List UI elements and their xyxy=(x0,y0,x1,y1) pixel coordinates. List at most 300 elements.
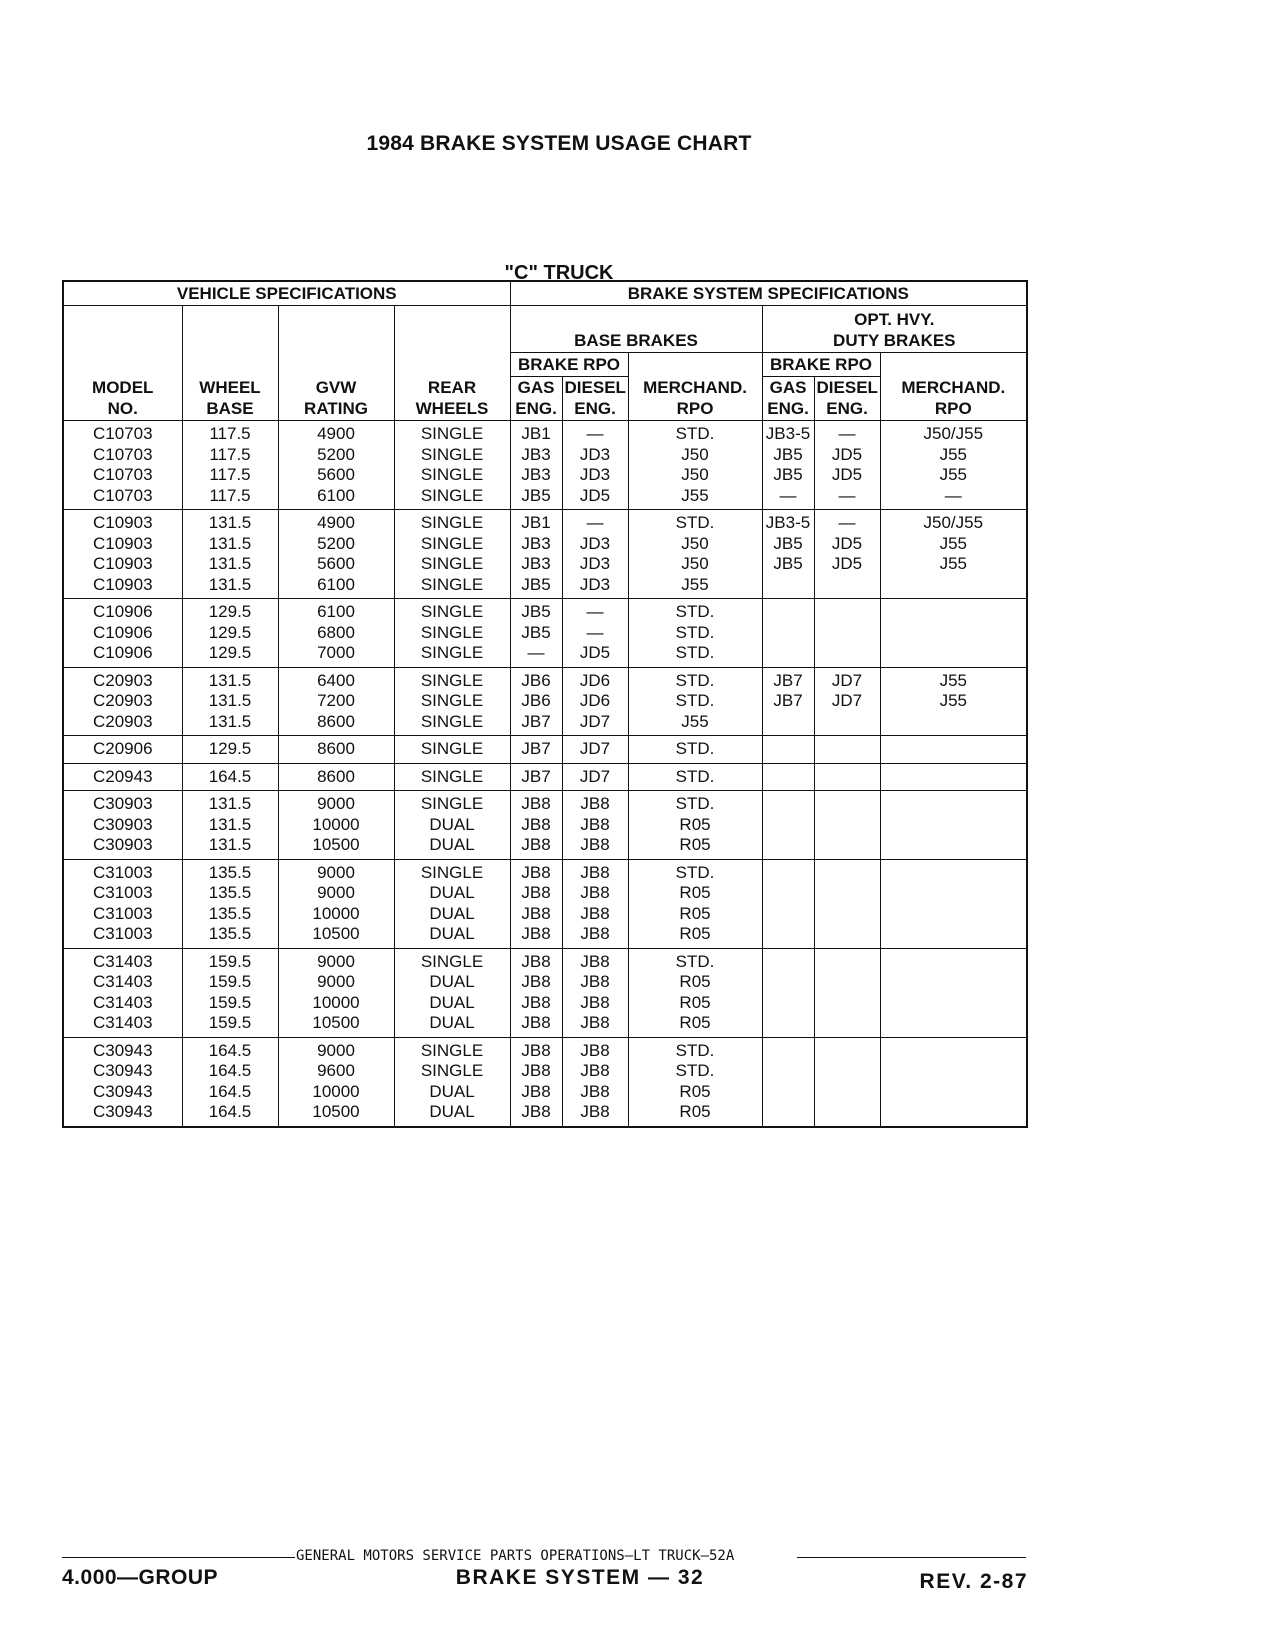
cell-value: SINGLE xyxy=(420,670,484,690)
footer-group: 4.000—GROUP xyxy=(62,1566,219,1589)
cell-value: 9000 xyxy=(317,862,355,882)
cell-value: DUAL xyxy=(429,814,475,834)
rear-wheels-cell xyxy=(394,599,510,668)
gvw-rating-cell xyxy=(278,421,394,510)
cell-value: 6400 xyxy=(317,670,355,690)
cell-value: C30903 xyxy=(92,794,153,813)
cell-value: JB8 xyxy=(521,1013,551,1032)
cell-value: JB8 xyxy=(521,972,551,991)
cell-value: 5600 xyxy=(317,554,355,573)
cell-value: C30903 xyxy=(92,835,153,854)
cell-value: J55 xyxy=(939,444,967,464)
base-diesel-eng-cell xyxy=(562,421,628,510)
header-line: MERCHAND. xyxy=(643,378,747,397)
cell-value: JB7 xyxy=(521,711,551,731)
cell-value: — xyxy=(838,485,856,505)
base-diesel-eng-cell xyxy=(562,791,628,860)
cell-value: 131.5 xyxy=(208,691,252,710)
cell-value: JB3 xyxy=(521,533,551,553)
cell-value: JD6 xyxy=(579,670,611,690)
cell-value: JD7 xyxy=(579,711,611,731)
rear-wheels-cell xyxy=(394,763,510,791)
cell-value: 117.5 xyxy=(209,485,251,505)
cell-value: JB6 xyxy=(521,691,551,710)
header-line: DUTY BRAKES xyxy=(833,330,956,350)
cell-value: SINGLE xyxy=(420,643,484,662)
base-merchand-rpo-header xyxy=(628,353,762,421)
cell-value: C31003 xyxy=(92,924,153,943)
cell-value: — xyxy=(586,602,604,621)
cell-value: C30943 xyxy=(92,1040,153,1060)
cell-value: JD5 xyxy=(831,465,863,484)
gvw-rating-cell xyxy=(278,667,394,736)
cell-value: J50/J55 xyxy=(923,513,984,532)
base-diesel-eng-header xyxy=(562,377,628,421)
brake-system-specifications-header: BRAKE SYSTEM SPECIFICATIONS xyxy=(510,281,1027,306)
cell-value: 4900 xyxy=(317,424,355,443)
cell-value: 164.5 xyxy=(208,1040,252,1060)
cell-value: J50 xyxy=(681,465,709,484)
cell-value: 164.5 xyxy=(208,1081,252,1101)
cell-value: JD5 xyxy=(579,485,611,505)
cell-value: 6100 xyxy=(317,602,355,621)
cell-value: DUAL xyxy=(429,1081,475,1101)
cell-value: JB3 xyxy=(521,465,551,484)
cell-value: J55 xyxy=(681,574,709,594)
cell-value: R05 xyxy=(679,903,711,923)
opt-merchand-rpo-cell xyxy=(880,1037,1027,1127)
cell-value: JB8 xyxy=(580,835,610,854)
cell-value: 131.5 xyxy=(208,670,252,690)
model-no-cell xyxy=(63,510,182,599)
cell-value: JD5 xyxy=(831,554,863,573)
cell-value: C30943 xyxy=(92,1102,153,1121)
cell-value: JB8 xyxy=(580,951,610,971)
wheel-base-cell xyxy=(182,510,278,599)
cell-value: R05 xyxy=(679,883,711,902)
base-gas-eng-cell xyxy=(510,736,562,764)
cell-value: DUAL xyxy=(429,1102,475,1121)
cell-value: JB8 xyxy=(521,992,551,1012)
cell-value: 10000 xyxy=(312,992,360,1012)
base-diesel-eng-cell xyxy=(562,1037,628,1127)
cell-value: SINGLE xyxy=(420,444,484,464)
cell-value: 4900 xyxy=(317,513,355,532)
cell-value: C10906 xyxy=(92,643,153,662)
rear-wheels-cell xyxy=(394,791,510,860)
opt-brake-rpo-header: BRAKE RPO xyxy=(762,353,880,377)
header-line: REAR xyxy=(427,378,477,397)
cell-value: STD. xyxy=(675,622,715,642)
table-row-group xyxy=(63,510,1027,599)
cell-value: JB8 xyxy=(521,862,551,882)
cell-value: 135.5 xyxy=(208,903,252,923)
cell-value: 10000 xyxy=(312,1081,360,1101)
cell-value: JD6 xyxy=(579,691,611,710)
cell-value: STD. xyxy=(675,670,715,690)
cell-value: 8600 xyxy=(317,739,355,758)
base-diesel-eng-cell xyxy=(562,763,628,791)
cell-value: DUAL xyxy=(429,835,475,854)
cell-value: JB7 xyxy=(521,739,551,758)
header-line: ENG. xyxy=(515,398,557,418)
cell-value: 7200 xyxy=(317,691,355,710)
base-brake-rpo-header: BRAKE RPO xyxy=(510,353,628,377)
base-diesel-eng-cell xyxy=(562,948,628,1037)
base-gas-eng-cell xyxy=(510,667,562,736)
cell-value: C20903 xyxy=(92,711,153,731)
cell-value: 5200 xyxy=(317,533,355,553)
cell-value: JB7 xyxy=(773,670,803,690)
model-no-cell xyxy=(63,736,182,764)
opt-diesel-eng-cell xyxy=(814,736,880,764)
header-line: DIESEL xyxy=(564,378,626,397)
opt-gas-eng-cell xyxy=(762,763,814,791)
cell-value: JD7 xyxy=(831,670,863,690)
cell-value: STD. xyxy=(675,951,715,971)
opt-diesel-eng-cell xyxy=(814,791,880,860)
table-row-group xyxy=(63,599,1027,668)
cell-value: JD3 xyxy=(579,533,611,553)
cell-value: C10906 xyxy=(92,602,153,621)
model-no-cell xyxy=(63,859,182,948)
table-body xyxy=(63,421,1027,1127)
cell-value: 135.5 xyxy=(208,883,252,902)
cell-value: 6100 xyxy=(317,485,355,505)
cell-value: 129.5 xyxy=(208,602,252,621)
cell-value: JB8 xyxy=(580,883,610,902)
cell-value: C20943 xyxy=(92,766,153,786)
cell-value: JB3 xyxy=(521,554,551,573)
opt-merchand-rpo-cell xyxy=(880,421,1027,510)
cell-value: DUAL xyxy=(429,992,475,1012)
cell-value: SINGLE xyxy=(420,574,484,594)
cell-value: 131.5 xyxy=(208,814,252,834)
base-merchand-rpo-cell xyxy=(628,599,762,668)
cell-value: STD. xyxy=(675,602,715,621)
rear-wheels-cell xyxy=(394,1037,510,1127)
cell-value: J55 xyxy=(939,465,967,484)
base-gas-eng-cell xyxy=(510,599,562,668)
cell-value: STD. xyxy=(675,794,715,813)
cell-value: JB5 xyxy=(773,554,803,573)
cell-value: SINGLE xyxy=(420,691,484,710)
opt-merchand-rpo-cell xyxy=(880,763,1027,791)
cell-value: SINGLE xyxy=(420,1040,484,1060)
cell-value: 9000 xyxy=(317,951,355,971)
base-merchand-rpo-cell xyxy=(628,510,762,599)
opt-diesel-eng-cell xyxy=(814,667,880,736)
opt-diesel-eng-cell xyxy=(814,599,880,668)
cell-value: JB8 xyxy=(521,1061,551,1080)
cell-value: JD3 xyxy=(579,465,611,484)
wheel-base-cell xyxy=(182,1037,278,1127)
rear-wheels-cell xyxy=(394,667,510,736)
header-line: GAS xyxy=(769,378,807,397)
cell-value: STD. xyxy=(675,766,715,786)
cell-value: R05 xyxy=(679,835,711,854)
opt-gas-eng-cell xyxy=(762,736,814,764)
base-merchand-rpo-cell xyxy=(628,667,762,736)
opt-gas-eng-cell xyxy=(762,510,814,599)
opt-merchand-rpo-cell xyxy=(880,510,1027,599)
model-no-header xyxy=(63,306,182,421)
opt-diesel-eng-cell xyxy=(814,859,880,948)
cell-value: JB1 xyxy=(521,424,551,443)
cell-value: JB5 xyxy=(773,533,803,553)
cell-value: C31003 xyxy=(92,883,153,902)
cell-value: JB8 xyxy=(521,903,551,923)
opt-merchand-rpo-cell xyxy=(880,948,1027,1037)
opt-diesel-eng-cell xyxy=(814,510,880,599)
cell-value: C10703 xyxy=(92,444,153,464)
footer-operations: GENERAL MOTORS SERVICE PARTS OPERATIONS—LT TRUCK—52A xyxy=(295,1548,797,1564)
cell-value: — xyxy=(944,485,962,505)
cell-value: 129.5 xyxy=(208,643,252,662)
header-line: MERCHAND. xyxy=(901,378,1006,397)
cell-value: JB8 xyxy=(580,1081,610,1101)
cell-value: JB8 xyxy=(521,1081,551,1101)
cell-value: JB8 xyxy=(580,1040,610,1060)
cell-value: JB8 xyxy=(580,992,610,1012)
cell-value: 10000 xyxy=(312,814,360,834)
header-line: WHEEL xyxy=(199,378,261,397)
cell-value: 159.5 xyxy=(208,972,252,991)
cell-value: 117.5 xyxy=(209,424,251,443)
header-line: NO. xyxy=(107,398,138,418)
cell-value: STD. xyxy=(675,513,715,532)
cell-value: 164.5 xyxy=(208,1061,252,1080)
cell-value: 159.5 xyxy=(208,951,252,971)
cell-value: SINGLE xyxy=(420,513,484,532)
cell-value: R05 xyxy=(679,1081,711,1101)
cell-value: 117.5 xyxy=(209,465,251,484)
header-line: RATING xyxy=(304,398,368,418)
cell-value: C30943 xyxy=(92,1081,153,1101)
cell-value: 164.5 xyxy=(208,766,252,786)
rear-wheels-cell xyxy=(394,948,510,1037)
cell-value: 135.5 xyxy=(208,862,252,882)
model-no-cell xyxy=(63,763,182,791)
model-no-cell xyxy=(63,948,182,1037)
cell-value: 135.5 xyxy=(208,924,252,943)
cell-value: C31003 xyxy=(92,862,153,882)
cell-value: C30943 xyxy=(92,1061,153,1080)
cell-value: JB5 xyxy=(773,465,803,484)
cell-value: JB8 xyxy=(580,794,610,813)
cell-value: — xyxy=(527,643,545,662)
wheel-base-cell xyxy=(182,948,278,1037)
cell-value: DUAL xyxy=(429,1013,475,1032)
base-diesel-eng-cell xyxy=(562,510,628,599)
cell-value: C10703 xyxy=(92,465,153,484)
cell-value: C10903 xyxy=(92,574,153,594)
cell-value: JD7 xyxy=(579,766,611,786)
header-line: BASE xyxy=(206,398,254,418)
cell-value: DUAL xyxy=(429,883,475,902)
cell-value: R05 xyxy=(679,1013,711,1032)
wheel-base-cell xyxy=(182,763,278,791)
cell-value: 117.5 xyxy=(209,444,251,464)
base-gas-eng-cell xyxy=(510,948,562,1037)
cell-value: JB8 xyxy=(580,903,610,923)
header-line: RPO xyxy=(676,398,714,418)
cell-value: SINGLE xyxy=(420,794,484,813)
opt-merchand-rpo-cell xyxy=(880,736,1027,764)
cell-value: DUAL xyxy=(429,972,475,991)
page-title: 1984 BRAKE SYSTEM USAGE CHART xyxy=(366,132,752,155)
table-row-group xyxy=(63,421,1027,510)
header-line: WHEELS xyxy=(415,398,489,418)
wheel-base-header xyxy=(182,306,278,421)
cell-value: — xyxy=(779,485,797,505)
gvw-rating-cell xyxy=(278,736,394,764)
cell-value: R05 xyxy=(679,972,711,991)
cell-value: JB8 xyxy=(521,883,551,902)
cell-value: — xyxy=(586,622,604,642)
cell-value: R05 xyxy=(679,924,711,943)
cell-value: JB3 xyxy=(521,444,551,464)
table-row-group xyxy=(63,763,1027,791)
gvw-rating-cell xyxy=(278,1037,394,1127)
cell-value: JB5 xyxy=(521,574,551,594)
table-row-group xyxy=(63,859,1027,948)
header-line: GVW xyxy=(315,378,357,397)
cell-value: 8600 xyxy=(317,766,355,786)
cell-value: JD5 xyxy=(579,643,611,662)
cell-value: — xyxy=(838,424,856,443)
table-row-group xyxy=(63,1037,1027,1127)
base-merchand-rpo-cell xyxy=(628,948,762,1037)
cell-value: C31403 xyxy=(92,992,153,1012)
cell-value: JD3 xyxy=(579,554,611,573)
rear-wheels-cell xyxy=(394,421,510,510)
header-line: OPT. HVY. xyxy=(854,310,935,329)
base-merchand-rpo-cell xyxy=(628,791,762,860)
cell-value: J55 xyxy=(681,711,709,731)
cell-value: J55 xyxy=(939,554,967,573)
cell-value: 131.5 xyxy=(208,554,252,573)
brake-usage-table xyxy=(62,280,1028,1128)
cell-value: 131.5 xyxy=(208,711,252,731)
gvw-rating-cell xyxy=(278,859,394,948)
cell-value: STD. xyxy=(675,643,715,662)
cell-value: JB1 xyxy=(521,513,551,532)
cell-value: STD. xyxy=(675,739,715,758)
base-diesel-eng-cell xyxy=(562,667,628,736)
cell-value: J55 xyxy=(681,485,709,505)
base-brakes-header: BASE BRAKES xyxy=(510,306,762,353)
base-gas-eng-cell xyxy=(510,791,562,860)
cell-value: JD7 xyxy=(579,739,611,758)
wheel-base-cell xyxy=(182,599,278,668)
cell-value: J55 xyxy=(939,691,967,710)
cell-value: SINGLE xyxy=(420,622,484,642)
opt-merchand-rpo-cell xyxy=(880,791,1027,860)
header-line: ENG. xyxy=(767,398,809,418)
cell-value: 131.5 xyxy=(208,835,252,854)
table-header xyxy=(63,281,1027,421)
cell-value: C10703 xyxy=(92,424,153,443)
cell-value: JD3 xyxy=(579,444,611,464)
cell-value: 131.5 xyxy=(208,574,252,594)
cell-value: STD. xyxy=(675,691,715,710)
rear-wheels-header xyxy=(394,306,510,421)
cell-value: JB8 xyxy=(580,972,610,991)
base-merchand-rpo-cell xyxy=(628,1037,762,1127)
cell-value: JB3-5 xyxy=(765,424,811,443)
opt-merchand-rpo-cell xyxy=(880,599,1027,668)
cell-value: DUAL xyxy=(429,903,475,923)
cell-value: SINGLE xyxy=(420,862,484,882)
opt-gas-eng-cell xyxy=(762,667,814,736)
rear-wheels-cell xyxy=(394,859,510,948)
footer-rule-left xyxy=(62,1557,295,1558)
cell-value: J50 xyxy=(681,444,709,464)
cell-value: 10500 xyxy=(312,1102,360,1121)
cell-value: 6100 xyxy=(317,574,355,594)
cell-value: C10903 xyxy=(92,554,153,573)
wheel-base-cell xyxy=(182,859,278,948)
opt-diesel-eng-cell xyxy=(814,948,880,1037)
cell-value: JB5 xyxy=(521,485,551,505)
cell-value: JB8 xyxy=(521,924,551,943)
cell-value: 129.5 xyxy=(208,622,252,642)
cell-value: JB8 xyxy=(521,814,551,834)
cell-value: STD. xyxy=(675,1040,715,1060)
base-gas-eng-cell xyxy=(510,859,562,948)
cell-value: C31403 xyxy=(92,951,153,971)
cell-value: C31003 xyxy=(92,903,153,923)
cell-value: 164.5 xyxy=(208,1102,252,1121)
cell-value: C31403 xyxy=(92,1013,153,1032)
cell-value: C20903 xyxy=(92,691,153,710)
rear-wheels-cell xyxy=(394,736,510,764)
cell-value: C20903 xyxy=(92,670,153,690)
base-gas-eng-cell xyxy=(510,1037,562,1127)
cell-value: — xyxy=(586,424,604,443)
cell-value: SINGLE xyxy=(420,424,484,443)
cell-value: — xyxy=(838,513,856,532)
cell-value: SINGLE xyxy=(420,711,484,731)
cell-value: R05 xyxy=(679,814,711,834)
cell-value: 9600 xyxy=(317,1061,355,1080)
cell-value: 131.5 xyxy=(208,513,252,532)
model-no-cell xyxy=(63,791,182,860)
cell-value: SINGLE xyxy=(420,554,484,573)
opt-gas-eng-header xyxy=(762,377,814,421)
cell-value: C10703 xyxy=(92,485,153,505)
model-no-cell xyxy=(63,1037,182,1127)
cell-value: 6800 xyxy=(317,622,355,642)
opt-gas-eng-cell xyxy=(762,599,814,668)
cell-value: 9000 xyxy=(317,794,355,813)
cell-value: DUAL xyxy=(429,924,475,943)
base-gas-eng-header xyxy=(510,377,562,421)
cell-value: JB8 xyxy=(521,835,551,854)
cell-value: STD. xyxy=(675,862,715,882)
cell-value: 5600 xyxy=(317,465,355,484)
cell-value: JD7 xyxy=(831,691,863,710)
opt-gas-eng-cell xyxy=(762,1037,814,1127)
model-no-cell xyxy=(63,599,182,668)
cell-value: SINGLE xyxy=(420,533,484,553)
cell-value: JB8 xyxy=(521,1040,551,1060)
cell-value: SINGLE xyxy=(420,602,484,621)
opt-gas-eng-cell xyxy=(762,791,814,860)
opt-diesel-eng-cell xyxy=(814,1037,880,1127)
footer-revision: REV. 2-87 xyxy=(919,1570,1028,1593)
